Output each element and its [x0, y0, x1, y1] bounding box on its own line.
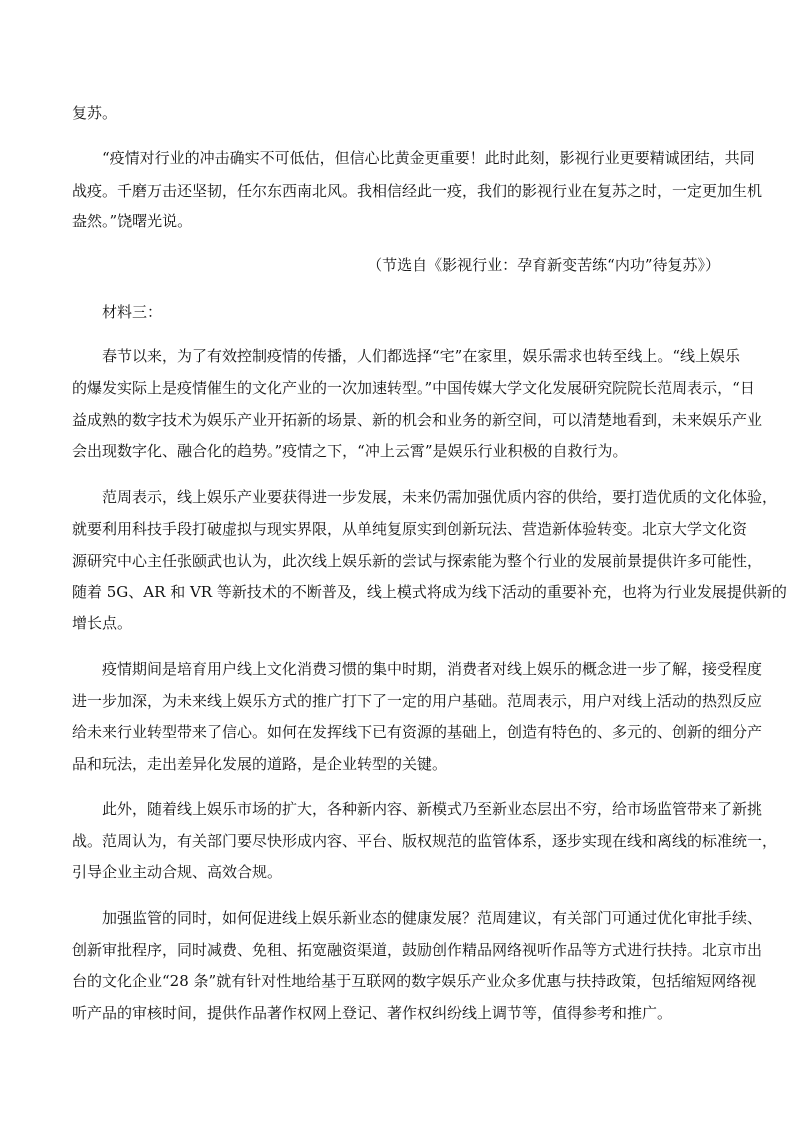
paragraph-line: 引导企业主动合规、高效合规。 [72, 863, 283, 881]
paragraph-line: 此外，随着线上娱乐市场的扩大，各种新内容、新模式乃至新业态层出不穷，给市场监管带来了新挑 [102, 800, 763, 818]
paragraph-line: 盎然。”饶曙光说。 [72, 212, 193, 230]
paragraph-line: 源研究中心主任张颐武也认为，此次线上娱乐新的尝试与探索能为整个行业的发展前景提供许多可能性， [72, 552, 763, 570]
paragraph-line: 春节以来，为了有效控制疫情的传播，人们都选择“宅”在家里，娱乐需求也转至线上。“线上娱乐 [102, 347, 741, 365]
paragraph-line: 给未来行业转型带来了信心。如何在发挥线下已有资源的基础上，创造有特色的、多元的、创新的细分产 [72, 723, 763, 741]
paragraph-line: 疫情期间是培育用户线上文化消费习惯的集中时期，消费者对线上娱乐的概念进一步了解，接受程度 [102, 660, 763, 678]
paragraph-line: 会出现数字化、融合化的趋势。”疫情之下，“冲上云霄”是娱乐行业积极的自救行为。 [72, 442, 628, 460]
paragraph-line: 台的文化企业“28 条”就有针对性地给基于互联网的数字娱乐产业众多优惠与扶持政策，包括缩短网络视 [72, 972, 757, 990]
source-citation: （节选自《影视行业：孕育新变苦练“内功”待复苏》） [367, 256, 720, 274]
paragraph-line: 增长点。 [72, 614, 133, 632]
paragraph-line: 益成熟的数字技术为娱乐产业开拓新的场景、新的机会和业务的新空间，可以清楚地看到，未来娱乐产业 [72, 411, 763, 429]
paragraph-line: “疫情对行业的冲击确实不可低估，但信心比黄金更重要！此时此刻，影视行业更要精诚团结，共同 [102, 149, 755, 167]
paragraph-line: 加强监管的同时，如何促进线上娱乐新业态的健康发展？范周建议，有关部门可通过优化审批手续、 [102, 909, 763, 927]
section-heading: 材料三： [102, 303, 163, 321]
paragraph-line: 战疫。千磨万击还坚韧，任尔东西南北风。我相信经此一疫，我们的影视行业在复苏之时，一定更加生机 [72, 182, 763, 200]
paragraph-line: 听产品的审核时间，提供作品著作权网上登记、著作权纠纷线上调节等，值得参考和推广。 [72, 1004, 673, 1022]
paragraph-line: 随着 5G、AR 和 VR 等新技术的不断普及，线上模式将成为线下活动的重要补充，也将为行业发展提供新的 [72, 583, 787, 601]
paragraph-line: 就要利用科技手段打破虚拟与现实界限，从单纯复原实到创新玩法、营造新体验转变。北京大学文化资 [72, 520, 748, 538]
paragraph-line: 复苏。 [72, 104, 118, 122]
paragraph-line: 创新审批程序，同时减费、免租、拓宽融资渠道，鼓励创作精品网络视听作品等方式进行扶持。北京市出 [72, 941, 763, 959]
paragraph-line: 的爆发实际上是疫情催生的文化产业的一次加速转型。”中国传媒大学文化发展研究院院长范周表示，“日 [72, 379, 755, 397]
paragraph-line: 战。范周认为，有关部门要尽快形成内容、平台、版权规范的监管体系，逐步实现在线和离线的标准统一， [72, 832, 778, 850]
paragraph-line: 范周表示，线上娱乐产业要获得进一步发展，未来仍需加强优质内容的供给，要打造优质的文化体验， [102, 488, 778, 506]
paragraph-line: 进一步加深，为未来线上娱乐方式的推广打下了一定的用户基础。范周表示，用户对线上活动的热烈反应 [72, 692, 763, 710]
paragraph-line: 品和玩法，走出差异化发展的道路，是企业转型的关键。 [72, 755, 448, 773]
